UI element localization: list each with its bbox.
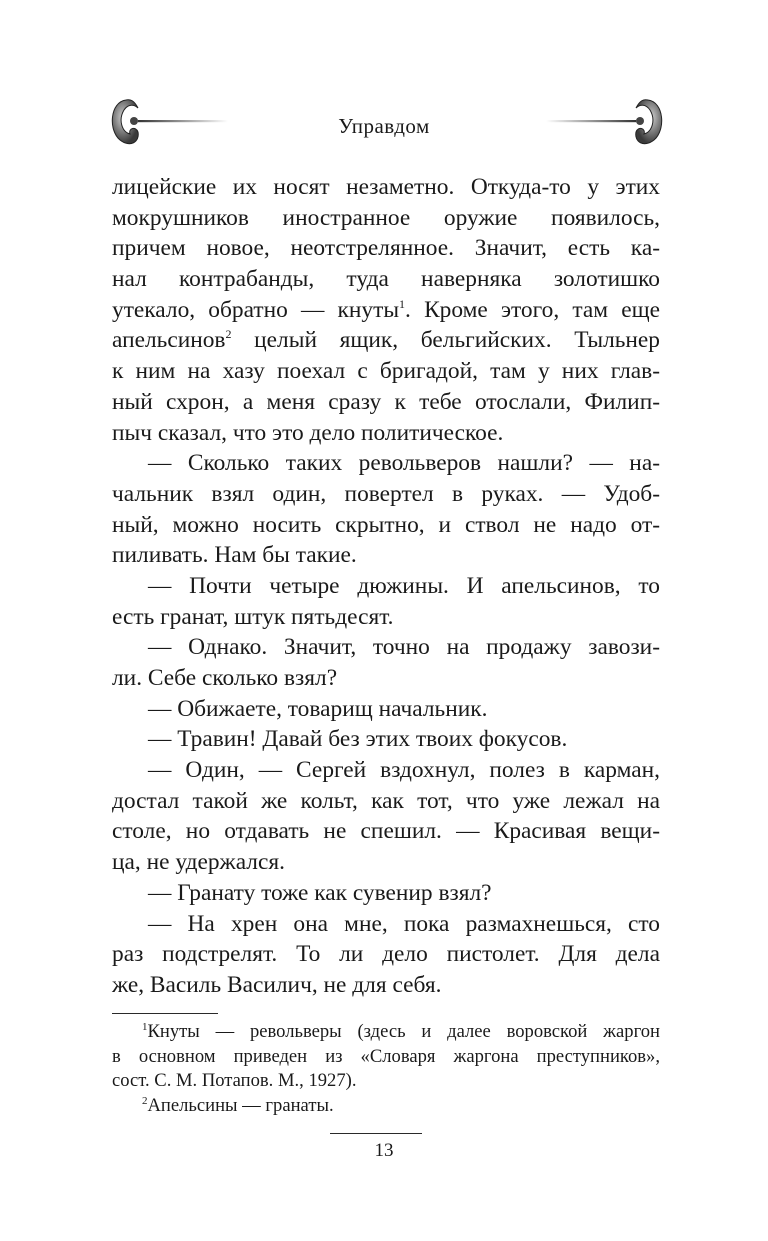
- text-line: мокрушников иностранное оружие появилось,: [112, 204, 660, 231]
- running-header: [0, 92, 768, 172]
- text-line: — Гранату тоже как сувенир взял?: [148, 879, 492, 906]
- text-line: раз подстрелят. То ли дело пистолет. Для дела: [112, 941, 660, 968]
- text-line: нал контрабанды, туда наверняка золотишко: [112, 266, 660, 293]
- page-number: 13: [374, 1140, 394, 1161]
- footnote-text: Апельсины — гранаты.: [147, 1094, 334, 1116]
- running-title: Управдом: [338, 114, 430, 138]
- footnote-ref-1: 1: [399, 296, 406, 311]
- footnote-mark-1: 1: [142, 1020, 148, 1033]
- text-line: — Обижаете, товарищ начальник.: [148, 695, 488, 722]
- text-line: — Травин! Давай без этих твоих фокусов.: [148, 726, 568, 753]
- footnote-ref-2: 2: [225, 327, 232, 342]
- text-line: [112, 325, 660, 356]
- text-line: столе, но отдавать не спешил. — Красивая вещи-: [112, 818, 660, 845]
- footnote-1: [112, 1020, 660, 1045]
- text-line: причем новое, неотстрелянное. Значит, есть ка-: [112, 235, 660, 262]
- text-line: лицейские их носят незаметно. Откуда-то у этих: [112, 174, 660, 200]
- text-line: к ним на хазу поехал с бригадой, там у них глав-: [112, 358, 660, 385]
- text-line: — Сколько таких револьверов нашли? — на-: [148, 450, 660, 477]
- text-line: — На хрен она мне, пока размахнешься, сто: [148, 910, 660, 937]
- text-segment: . Кроме этого, там еще: [405, 296, 660, 323]
- text-line: ный схрон, а меня сразу к тебе отослали, Филип-: [112, 388, 660, 415]
- text-line: чальник взял один, повертел в руках. — Удоб-: [112, 480, 660, 507]
- text-line: есть гранат, штук пятьдесят.: [112, 603, 394, 630]
- right-ornament-icon: [540, 92, 670, 152]
- footnote-divider: [112, 1013, 218, 1014]
- page-number-rule: [330, 1133, 422, 1134]
- footnote-mark-2: 2: [142, 1094, 148, 1107]
- footnote-line: в основном приведен из «Словаря жаргона преступников»,: [112, 1045, 660, 1067]
- text-line: пыч сказал, что это дело политическое.: [112, 419, 504, 446]
- footnote-line: сост. С. М. Потапов. М., 1927).: [112, 1070, 357, 1091]
- text-line: ли. Себе сколько взял?: [112, 665, 338, 691]
- text-segment: апельсинов: [112, 327, 226, 354]
- footnote-2: [112, 1094, 660, 1119]
- text-line: ца, не удержался.: [112, 849, 285, 876]
- text-line: же, Василь Василич, не для себя.: [112, 971, 442, 998]
- text-line: — Почти четыре дюжины. И апельсинов, то: [148, 572, 660, 599]
- footnote-text: Кнуты — револьверы (здесь и далее воровской жаргон: [147, 1021, 660, 1042]
- text-segment: утекало, обратно — кнуты: [112, 296, 400, 323]
- footnotes: [112, 1020, 660, 1118]
- text-line: — Однако. Значит, точно на продажу завози-: [148, 634, 660, 661]
- text-line: пиливать. Нам бы такие.: [112, 542, 357, 569]
- text-segment: целый ящик, бельгийских. Тыльнер: [231, 327, 660, 354]
- body-text: [112, 172, 660, 1001]
- text-line: — Один, — Сергей вздохнул, полез в карман,: [148, 757, 660, 784]
- text-line: ный, можно носить скрытно, и ствол не надо от-: [112, 511, 660, 538]
- text-line: [112, 295, 660, 326]
- text-line: достал такой же кольт, как тот, что уже лежал на: [112, 787, 660, 814]
